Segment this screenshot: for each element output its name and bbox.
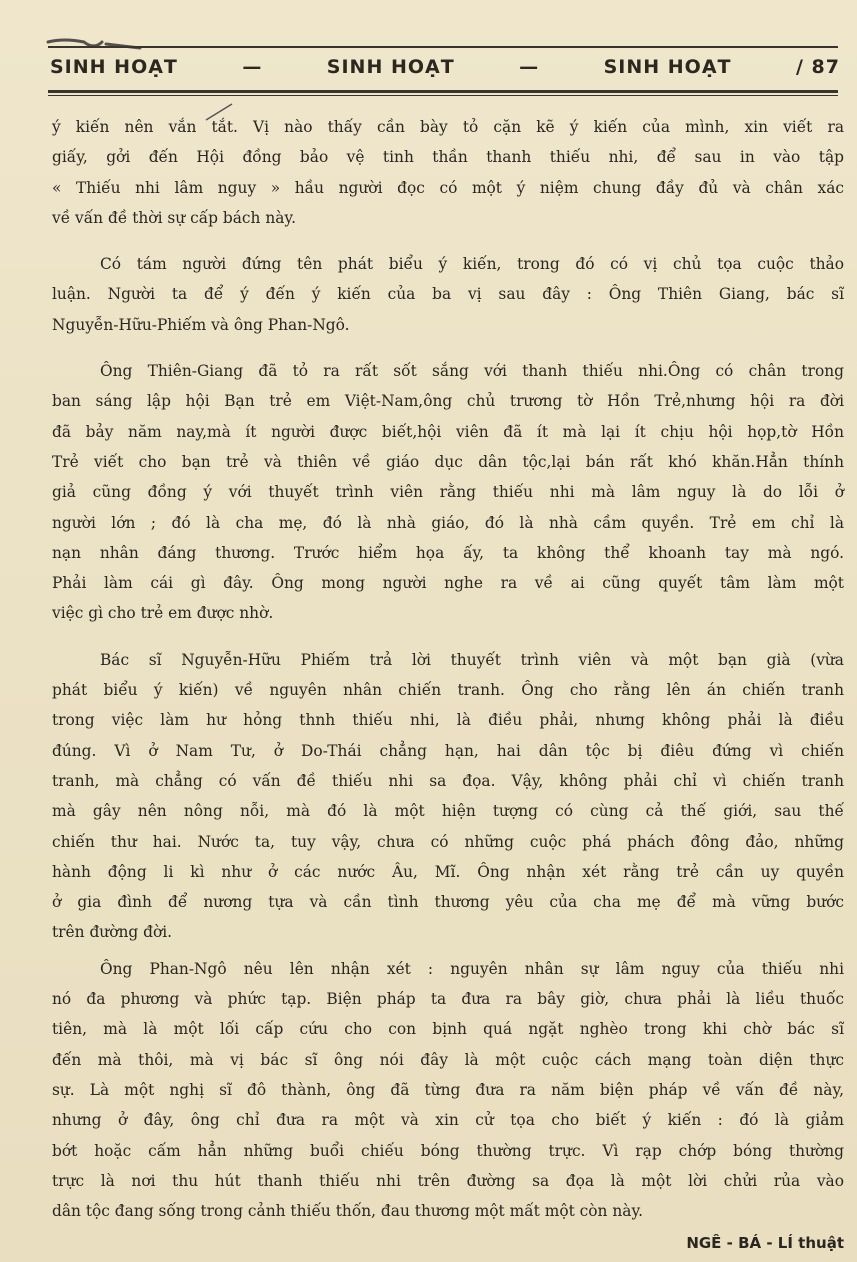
running-title-1: SINH HOẠT	[50, 56, 178, 78]
text-line: Ông Thiên-Giang đã tỏ ra rất sốt sắng với thanh thiếu nhi.Ông có chân trong	[100, 362, 844, 381]
text-line: đã bảy năm nay,mà ít người được biết,hội viên đã ít mà lại ít chịu hội họp,tờ Hồn	[52, 422, 844, 441]
text-line: nó đa phương và phức tạp. Biện pháp ta đưa ra bây giờ, chưa phải là liều thuốc	[52, 990, 844, 1009]
text-line: tranh, mà chẳng có vấn đề thiếu nhi sa đọa. Vậy, không phải chỉ vì chiến tranh	[52, 771, 844, 790]
header-dash-2: —	[519, 56, 540, 78]
text-line: tiên, mà là một lối cấp cứu cho con bịnh quá ngặt nghèo trong khi chờ bác sĩ	[52, 1020, 844, 1039]
text-line: Nguyễn-Hữu-Phiếm và ông Phan-Ngô.	[52, 315, 350, 334]
running-title-2: SINH HOẠT	[326, 56, 455, 78]
header-bottom-rule-thin	[48, 95, 838, 96]
text-line: bớt hoặc cấm hẳn những buổi chiếu bóng thường trực. Vì rạp chớp bóng thường	[52, 1141, 844, 1160]
text-line: ở gia đình để nương tựa và cần tình thương yêu của cha mẹ để mà vững bước	[52, 893, 844, 912]
text-line: đến mà thôi, mà vị bác sĩ ông nói đây là một cuộc cách mạng toàn diện thực	[52, 1050, 844, 1069]
text-line: « Thiếu nhi lâm nguy » hầu người đọc có một ý niệm chung đầy đủ và chân xác	[52, 178, 844, 197]
text-line: dân tộc đang sống trong cảnh thiếu thốn, đau thương một mất một còn này.	[52, 1202, 643, 1221]
text-line: luận. Người ta để ý đến ý kiến của ba vị sau đây : Ông Thiên Giang, bác sĩ	[52, 285, 844, 304]
text-line: nạn nhân đáng thương. Trước hiểm họa ấy, ta không thể khoanh tay mà ngó.	[52, 543, 844, 562]
text-line: đúng. Vì ở Nam Tư, ở Do-Thái chẳng hạn, hai dân tộc bị điêu đứng vì chiến	[52, 741, 844, 760]
header-bottom-rule	[48, 90, 838, 93]
text-line: mà gây nên nông nỗi, mà đó là một hiện tượng có cùng cả thế giới, sau thế	[52, 802, 844, 821]
paragraph-4	[52, 645, 844, 948]
article-body	[52, 112, 844, 1259]
paragraph-3	[52, 356, 844, 629]
text-line: phát biểu ý kiến) về nguyên nhân chiến tranh. Ông cho rằng lên án chiến tranh	[52, 681, 844, 700]
text-line: Có tám người đứng tên phát biểu ý kiến, trong đó có vị chủ tọa cuộc thảo	[100, 255, 844, 274]
text-line: ban sáng lập hội Bạn trẻ em Việt-Nam,ông chủ trương tờ Hồn Trẻ,nhưng hội ra đời	[52, 392, 844, 411]
text-line: nhưng ở đây, ông chỉ đưa ra một và xin cử tọa cho biết ý kiến : đó là giảm	[52, 1111, 844, 1130]
text-line: chiến thư hai. Nước ta, tuy vậy, chưa có những cuộc phá phách đông đảo, những	[52, 832, 844, 851]
text-line: sự. Là một nghị sĩ đô thành, ông đã từng đưa ra năm biện pháp về vấn đề này,	[52, 1080, 844, 1099]
text-line: giấy, gởi đến Hội đồng bảo vệ tinh thần thanh thiếu nhi, để sau in vào tập	[52, 148, 844, 167]
text-line: về vấn đề thời sự cấp bách này.	[52, 208, 296, 227]
text-line: hành động li kì như ở các nước Âu, Mĩ. Ông nhận xét rằng trẻ cần uy quyền	[52, 862, 844, 881]
text-line: việc gì cho trẻ em được nhờ.	[52, 604, 274, 623]
author-signature: NGÊ - BÁ - LÍ thuật	[686, 1234, 844, 1253]
text-line: trực là nơi thu hút thanh thiếu nhi trên đường sa đọa là một lời chửi rủa vào	[52, 1171, 844, 1190]
text-line: trong việc làm hư hỏng thnh thiếu nhi, là điều phải, nhưng không phải là điều	[52, 711, 844, 730]
paragraph-5	[52, 954, 844, 1227]
header-top-rule	[48, 46, 838, 48]
text-line: Bác sĩ Nguyễn-Hữu Phiếm trả lời thuyết trình viên và một bạn già (vừa	[100, 650, 844, 669]
header-dash-1: —	[242, 56, 263, 78]
page-number: / 87	[795, 56, 840, 78]
text-line: trên đường đời.	[52, 923, 173, 942]
running-header	[50, 56, 840, 78]
ink-stroke-mark	[44, 22, 144, 58]
paragraph-2	[52, 249, 844, 340]
text-line: giả cũng đồng ý với thuyết trình viên rằng thiếu nhi mà lâm nguy là do lỗi ở	[52, 483, 844, 502]
text-line: Phải làm cái gì đây. Ông mong người nghe ra về ai cũng quyết tâm làm một	[52, 574, 844, 593]
text-line: Ông Phan-Ngô nêu lên nhận xét : nguyên nhân sự lâm nguy của thiếu nhi	[100, 959, 844, 978]
text-line: ý kiến nên vắn tắt. Vị nào thấy cần bày tỏ cặn kẽ ý kiến của mình, xin viết ra	[52, 118, 844, 136]
text-line: Trẻ viết cho bạn trẻ và thiên về giáo dục dân tộc,lại bán rất khó khăn.Hẳn thính	[52, 452, 844, 471]
text-line: người lớn ; đó là cha mẹ, đó là nhà giáo, đó là nhà cầm quyền. Trẻ em chỉ là	[52, 513, 844, 532]
paragraph-1	[52, 112, 844, 233]
running-title-3: SINH HOẠT	[603, 56, 732, 78]
